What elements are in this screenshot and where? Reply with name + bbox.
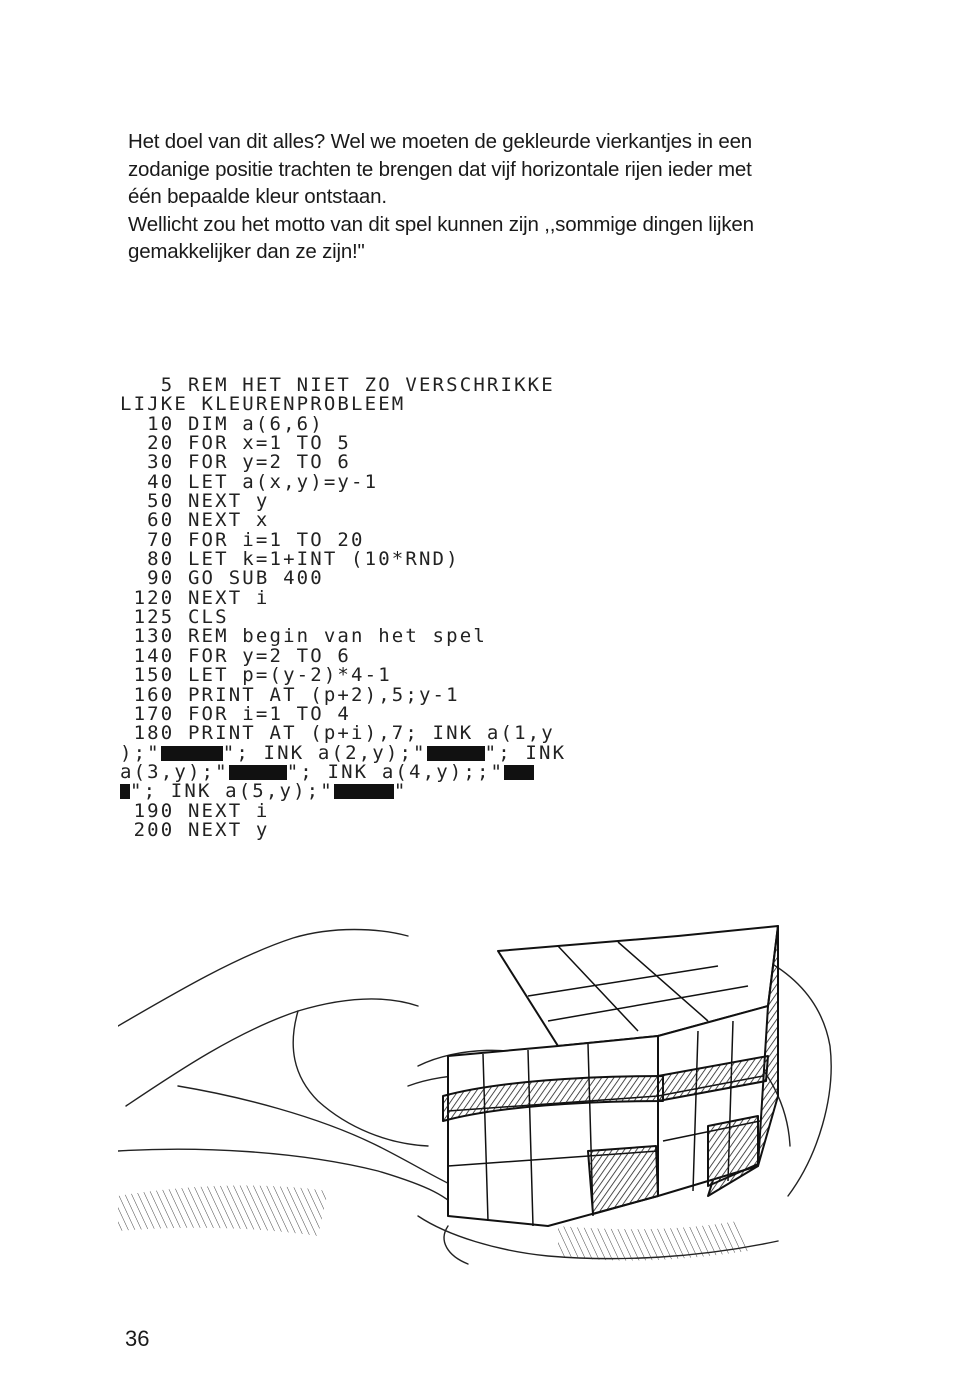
code-line: 5 REM HET NIET ZO VERSCHRIKKE — [120, 374, 555, 396]
ink-block — [229, 765, 287, 780]
ink-block — [504, 765, 534, 780]
code-line: 20 FOR x=1 TO 5 — [120, 432, 352, 455]
ink-block — [161, 746, 223, 761]
code-line: 125 CLS — [120, 606, 229, 629]
body-paragraph — [128, 128, 868, 266]
basic-program-listing — [120, 376, 630, 840]
code-line: 150 LET p=(y-2)*4-1 — [120, 664, 392, 687]
page-number: 36 — [125, 1326, 150, 1351]
code-fragment: );" — [120, 741, 161, 764]
ink-block — [427, 746, 485, 761]
code-fragment: a(3,y);" — [120, 760, 229, 783]
code-line: 200 NEXT y — [120, 818, 270, 841]
code-fragment: " — [393, 780, 408, 803]
code-line: 30 FOR y=2 TO 6 — [120, 451, 352, 474]
code-line: 120 NEXT i — [120, 586, 270, 609]
code-line: 70 FOR i=1 TO 20 — [120, 528, 365, 551]
code-line: 40 LET a(x,y)=y-1 — [120, 470, 379, 493]
code-line: 50 NEXT y — [120, 490, 270, 513]
paragraph-line: Wellicht zou het motto van dit spel kunnen zijn ,,sommige dingen lijken — [128, 212, 754, 236]
code-line: 190 NEXT i — [120, 799, 270, 822]
code-line: 80 LET k=1+INT (10*RND) — [120, 548, 460, 571]
paragraph-line: gemakkelijker dan ze zijn!" — [128, 240, 365, 263]
code-line-ink-row — [120, 782, 630, 801]
code-line: 140 FOR y=2 TO 6 — [120, 644, 352, 667]
ink-block — [120, 784, 130, 799]
cube-in-hands-illustration — [118, 896, 838, 1268]
code-fragment: "; INK a(4,y);;" — [286, 760, 505, 783]
code-fragment: "; INK a(5,y);" — [130, 780, 334, 803]
code-line: 10 DIM a(6,6) — [120, 412, 324, 435]
code-fragment: "; INK a(2,y);" — [222, 741, 427, 764]
code-line: 180 PRINT AT (p+i),7; INK a(1,y — [120, 722, 555, 745]
code-line: LIJKE KLEURENPROBLEEM — [120, 393, 406, 416]
code-fragment: "; INK — [484, 741, 567, 764]
paragraph-line: zodanige positie trachten te brengen dat vijf horizontale rijen ieder met — [128, 157, 752, 181]
code-line: 160 PRINT AT (p+2),5;y-1 — [120, 683, 460, 706]
code-line: 60 NEXT x — [120, 509, 270, 532]
code-line: 170 FOR i=1 TO 4 — [120, 702, 352, 725]
ink-block — [334, 784, 394, 799]
code-line: 90 GO SUB 400 — [120, 567, 324, 590]
code-line: 130 REM begin van het spel — [120, 625, 487, 648]
paragraph-line: Het doel van dit alles? Wel we moeten de gekleurde vierkantjes in een — [128, 130, 752, 153]
paragraph-line: één bepaalde kleur ontstaan. — [128, 185, 387, 208]
